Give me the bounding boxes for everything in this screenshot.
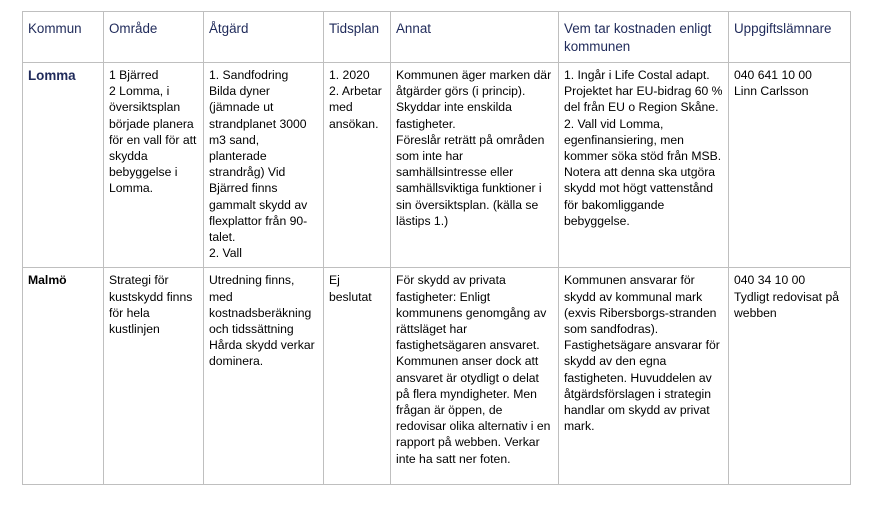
cell-kommun: Lomma	[23, 63, 104, 268]
cell-kostnad: Kommunen ansvarar för skydd av kommunal mark (exvis Ribersborgs-stranden som sandfodras). Fastighetsägare ansvarar för skydd av den egna fastigheten. Huvuddelen av åtgärdsförslagen i strategin handlar om skydd av privat mark.	[559, 268, 729, 485]
cell-annat: För skydd av privata fastigheter: Enligt kommunens genomgång av rättsläget har fastighetsägaren ansvaret. Kommunen anser dock att ansvaret är otydligt o delat på flera myndigheter. Men frågan är öppen, de redovisar olika alternativ i en rapport på webben. Verkar inte ha satt ner foten.	[391, 268, 559, 485]
header-row	[23, 12, 851, 63]
header-kostnad: Vem tar kostnaden enligt kommunen	[559, 12, 729, 63]
cell-omrade: Strategi för kustskydd finns för hela kustlinjen	[104, 268, 204, 485]
cell-atgard: 1. Sandfodring Bilda dyner (jämnade ut strandplanet 3000 m3 sand, planterade strandråg) Vid Bjärred finns gammalt skydd av flexplattor från 90-talet. 2. Vall	[204, 63, 324, 268]
header-uppgiftslamnare: Uppgiftslämnare	[729, 12, 851, 63]
cell-kommun: Malmö	[23, 268, 104, 485]
header-tidsplan: Tidsplan	[324, 12, 391, 63]
header-annat: Annat	[391, 12, 559, 63]
kommun-table	[22, 11, 851, 485]
cell-uppgiftslamnare: 040 641 10 00 Linn Carlsson	[729, 63, 851, 268]
header-omrade: Område	[104, 12, 204, 63]
header-kommun: Kommun	[23, 12, 104, 63]
table-row-malmo	[23, 268, 851, 485]
table-row-lomma	[23, 63, 851, 268]
cell-annat: Kommunen äger marken där åtgärder görs (i princip). Skyddar inte enskilda fastigheter. Föreslår reträtt på områden som inte har samhällsintresse eller samhällsviktiga funktioner i sin översiktsplan. (källa se lästips 1.)	[391, 63, 559, 268]
cell-kostnad: 1. Ingår i Life Costal adapt. Projektet har EU-bidrag 60 % del från EU o Region Skåne. 2. Vall vid Lomma, egenfinansiering, men kommer söka stöd från MSB. Notera att denna ska utgöra skydd mot högt vattenstånd för bakomliggande bebyggelse.	[559, 63, 729, 268]
cell-tidsplan: Ej beslutat	[324, 268, 391, 485]
cell-tidsplan: 1. 2020 2. Arbetar med ansökan.	[324, 63, 391, 268]
cell-uppgiftslamnare: 040 34 10 00 Tydligt redovisat på webben	[729, 268, 851, 485]
cell-atgard: Utredning finns, med kostnadsberäkning och tidssättning Hårda skydd verkar dominera.	[204, 268, 324, 485]
header-atgard: Åtgärd	[204, 12, 324, 63]
cell-omrade: 1 Bjärred 2 Lomma, i översiktsplan började planera för en vall för att skydda bebyggelse i Lomma.	[104, 63, 204, 268]
